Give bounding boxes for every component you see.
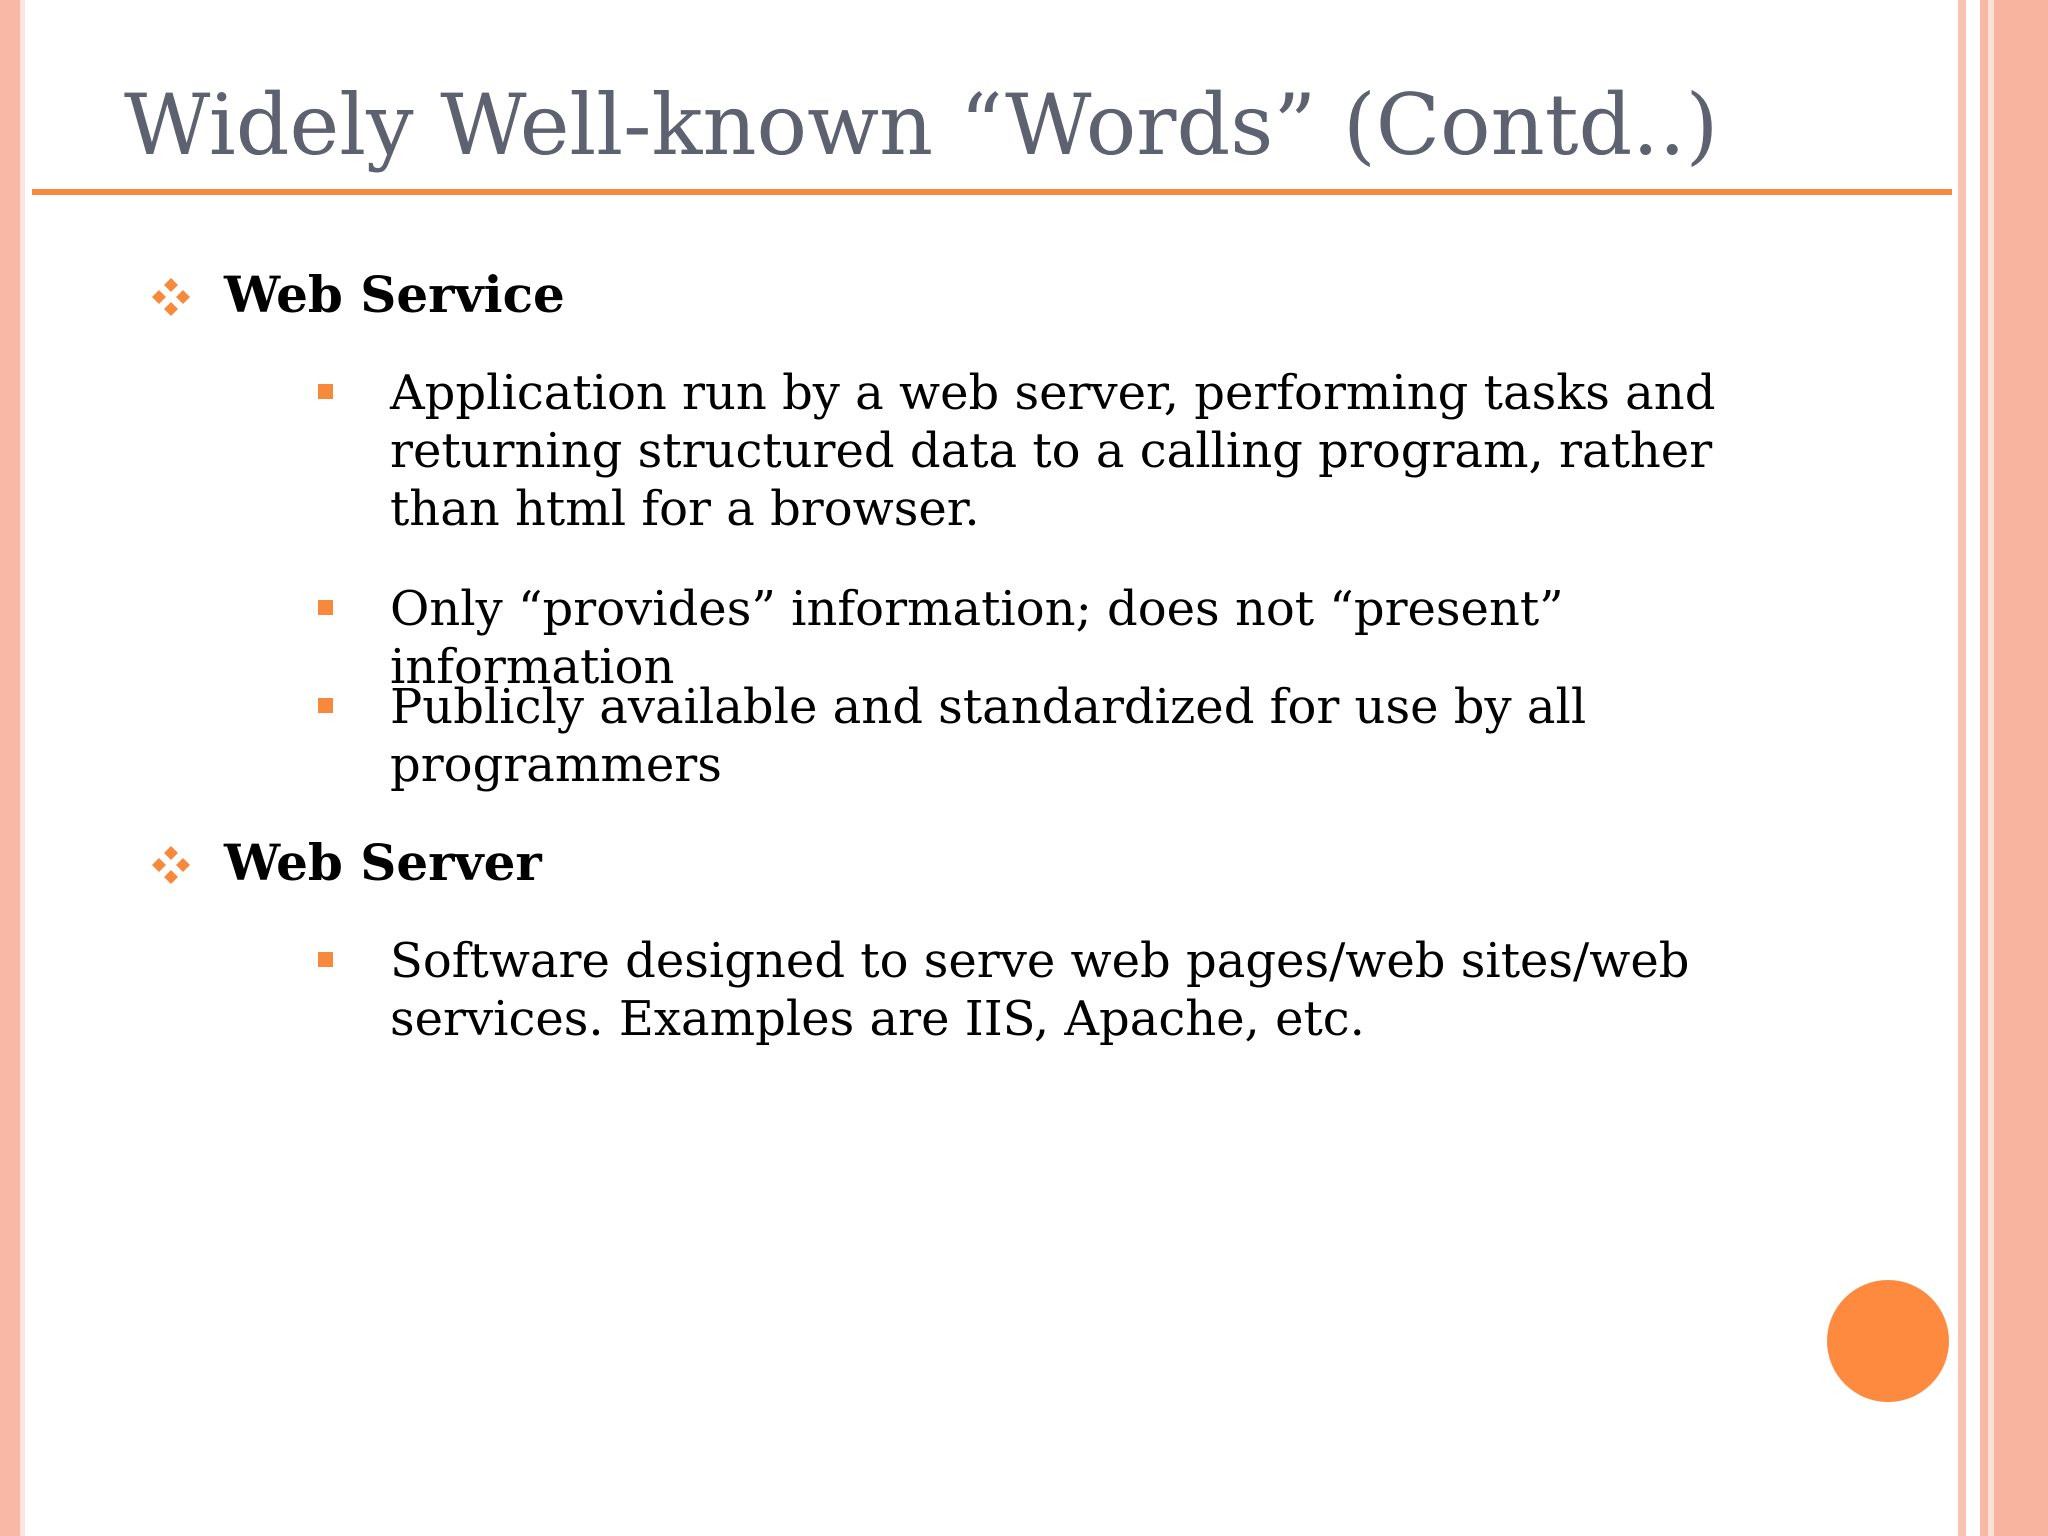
four-diamond-icon (150, 844, 192, 886)
frame-stripe-right-5 (1994, 0, 2048, 1536)
frame-stripe-left (0, 0, 20, 1536)
list-item-text: Application run by a web server, performing tasks and returning structured data to a calling program, rather than html for a browser. (390, 365, 1716, 537)
list-item (390, 678, 1810, 794)
section-heading: Web Server (224, 833, 542, 892)
list-item (390, 364, 1810, 538)
list-item-text: Publicly available and standardized for use by all programmers (390, 679, 1587, 793)
square-bullet-icon (318, 952, 333, 967)
frame-stripe-right-1 (1958, 0, 1966, 1536)
list-item (390, 932, 1810, 1048)
list-item-text: Only “provides” information; does not “present” information (390, 581, 1564, 695)
square-bullet-icon (318, 600, 333, 615)
square-bullet-icon (318, 384, 333, 399)
title-underline (32, 189, 1952, 195)
section-heading: Web Service (224, 265, 565, 324)
slide-title: Widely Well-known “Words” (Contd..) (124, 76, 1719, 174)
list-item-text: Software designed to serve web pages/web sites/web services. Examples are IIS, Apache, etc. (390, 933, 1690, 1047)
frame-stripe-right-3 (1980, 0, 1988, 1536)
frame-stripe-right-2 (1966, 0, 1980, 1536)
four-diamond-icon (150, 276, 192, 318)
frame-stripe-left-inner (20, 0, 25, 1536)
circle-icon (1827, 1280, 1949, 1402)
square-bullet-icon (318, 698, 333, 713)
